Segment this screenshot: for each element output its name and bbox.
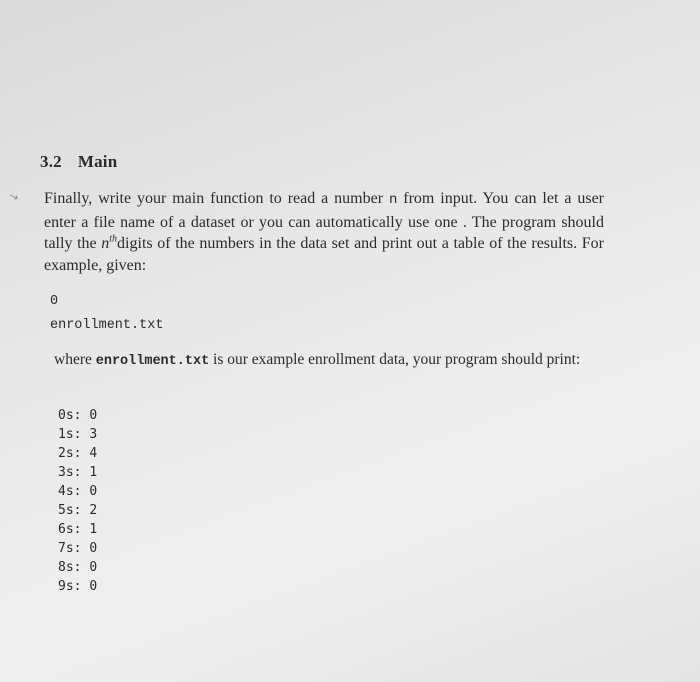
intro-text-c: digits of the numbers in the data set and print out a table of the results. For example, given: — [44, 235, 605, 274]
explanation-text-b: is our example enrollment data, your program should print: — [209, 351, 581, 368]
result-label: 2s: — [58, 446, 82, 461]
result-value: 0 — [89, 484, 98, 499]
result-label: 1s: — [58, 427, 82, 442]
nth-superscript: th — [109, 233, 118, 245]
variable-n: n — [388, 192, 398, 208]
intro-text-b: from input. You can let a user enter a file name of a dataset or you can automatically use one . The program should tally the — [44, 190, 604, 252]
result-value: 0 — [89, 560, 98, 575]
result-row — [58, 406, 97, 425]
result-value: 1 — [89, 465, 98, 480]
result-label: 9s: — [58, 579, 82, 594]
result-value: 0 — [89, 541, 98, 556]
section-title: Main — [77, 152, 118, 171]
result-label: 4s: — [58, 484, 82, 499]
result-label: 3s: — [58, 465, 82, 480]
filename-inline: enrollment.txt — [95, 354, 210, 369]
nth-base: n — [101, 235, 110, 252]
result-value: 2 — [89, 503, 98, 518]
results-table — [58, 406, 97, 596]
input-line-number: 0 — [50, 294, 59, 309]
result-row — [58, 539, 97, 558]
input-example-block — [50, 290, 163, 338]
result-label: 6s: — [58, 522, 82, 537]
explanation-text-a: where — [54, 351, 96, 368]
result-row — [58, 444, 97, 463]
result-row — [58, 558, 97, 577]
result-row — [58, 520, 97, 539]
result-value: 0 — [89, 408, 98, 423]
explanation-paragraph — [54, 349, 602, 372]
result-label: 7s: — [58, 541, 82, 556]
result-row — [58, 463, 97, 482]
result-value: 4 — [89, 446, 98, 461]
result-row — [58, 577, 97, 596]
section-number: 3.2 — [40, 152, 62, 171]
result-label: 5s: — [58, 503, 82, 518]
mouse-cursor-icon: ↘ — [7, 188, 21, 205]
intro-text-a: Finally, write your main function to read a number — [44, 190, 389, 207]
result-row — [58, 425, 97, 444]
result-row — [58, 501, 97, 520]
intro-paragraph — [44, 188, 604, 276]
result-row — [58, 482, 97, 501]
result-value: 0 — [89, 579, 98, 594]
result-label: 0s: — [58, 408, 82, 423]
result-value: 1 — [89, 522, 98, 537]
result-label: 8s: — [58, 560, 82, 575]
section-heading — [40, 152, 117, 172]
input-line-filename: enrollment.txt — [50, 318, 164, 333]
result-value: 3 — [89, 427, 98, 442]
